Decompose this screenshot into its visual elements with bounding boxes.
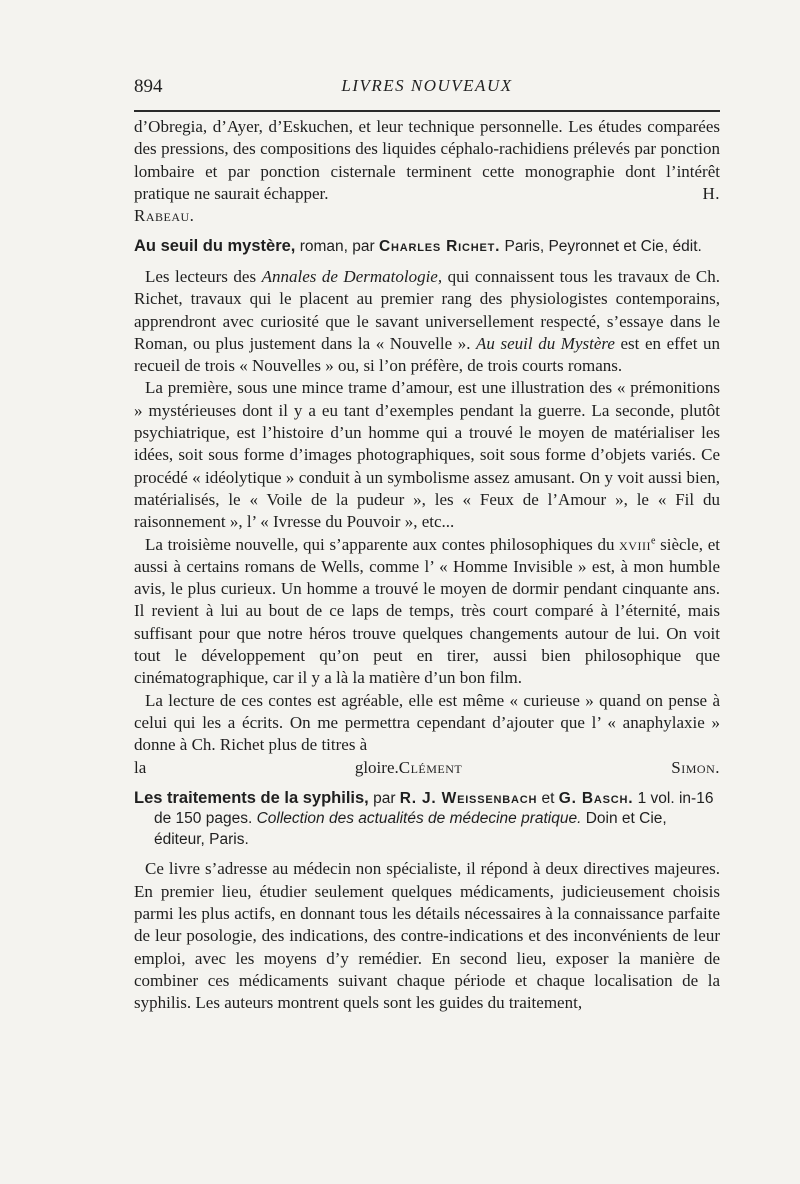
book-title-inline: Au seuil du Mystère (476, 333, 615, 353)
reviewer-signature: H. Rabeau. (134, 183, 720, 226)
page-body (134, 116, 720, 1014)
review-paragraph (134, 116, 720, 227)
text-run: Les lecteurs des (145, 266, 257, 286)
review-paragraph (134, 266, 720, 377)
book-details: 1 vol. in-16 de 150 pages. (154, 789, 714, 828)
review-paragraph (134, 534, 720, 690)
running-title: LIVRES NOUVEAUX (341, 76, 513, 95)
text-run: La lecture de ces contes est agréable, elle est même « curieuse » quand on pense à celui qui les a écrits. On me permettra cependant d’ajouter que l’ « anaphylaxie » donne à Ch. Richet plus de titres à (134, 690, 720, 755)
review-text: d’Obregia, d’Ayer, d’Eskuchen, et leur technique personnelle. Les études comparées des pressions, des compositions des liquides céphalo-rachidiens prélevés par ponction lombaire et par ponction cisternale terminent cette monographie dont l’intérêt pratique ne saurait échapper. (134, 117, 720, 203)
text-run: la gloire. (134, 757, 399, 777)
review-paragraph: La première, sous une mince trame d’amour, est une illustration des « prémonitions » mystérieuses dont il y a eu tant d’exemples pendant la guerre. La seconde, plutôt psychiatrique, est l’histoire d’un homme qui a trouvé le moyen de matérialiser les idées, soit sous forme d’images photographiques, soit sous forme d’objets variés. Ce procédé « idéolytique » conduit à un symbolisme assez amusant. On y voit aussi bien, matérialisés, le « Voile de la pudeur », les « Feux de l’Amour », le « Fil du raisonnement », l’ « Ivresse du Pouvoir », etc... (134, 378, 720, 532)
book-publisher: Doin et Cie, éditeur, Paris. (154, 810, 667, 848)
text-run: est en effet un recueil de trois « Nouvelles » ou, si l’on préfère, de trois courts romans. (134, 333, 721, 376)
review-paragraph: Ce livre s’adresse au médecin non spécialiste, il répond à deux directives majeures. En premier lieu, étudier seulement quelques médicaments, judicieusement choisis parmi les plus actifs, en donnant tous les détails nécessaires à la connaissance parfaite de leur posologie, des indications, des contre-indications et des inconvénients de leur emploi, avec les moyens d’y remédier. En second lieu, exposer la manière de combiner ces médicaments suivant chaque période et chaque localisation de la syphilis. Les auteurs montrent quels sont les guides du traitement, (134, 859, 720, 1013)
text-run: La troisième nouvelle, qui s’apparente aux contes philosophiques du (145, 534, 615, 554)
book-collection: Collection des actualités de médecine pratique. (256, 810, 582, 828)
review-paragraph (134, 690, 720, 757)
header-rule (134, 110, 720, 112)
page-header (134, 76, 720, 106)
journal-title: Annales de Dermatologie, (261, 266, 443, 286)
century-numeral: xviii (619, 534, 651, 554)
book-genre: roman, (299, 238, 348, 256)
book-entry-heading (134, 236, 720, 258)
book-author: G. Basch. (558, 789, 634, 807)
book-title: Les traitements de la syphilis, (134, 788, 369, 807)
page-number: 894 (134, 76, 163, 97)
and-word: et (541, 789, 555, 807)
text-run: qui connaissent tous les travaux de Ch. Richet, travaux qui le placent au premier rang des physiologistes contemporains, apprendront avec curiosité que le savant universellement respecté, s’essaye dans le Roman, ou plus justement dans la « Nouvelle ». (134, 266, 721, 353)
book-author: R. J. Weissenbach (399, 789, 538, 807)
century-superscript: e (650, 534, 656, 546)
by-word: par (352, 238, 375, 256)
signature-line (134, 757, 720, 779)
by-word: par (373, 789, 396, 807)
book-entry-heading (134, 788, 720, 851)
reviewer-signature: Clément Simon. (398, 757, 720, 777)
text-run: siècle, et aussi à certains romans de Wells, comme l’ « Homme Invisible » est, à mon humble avis, le plus curieux. Un homme a trouvé le moyen de dormir pendant cinquante ans. Il revient à lui au bout de ce laps de temps, très court comparé à l’éternité, mais suffisant pour que notre héros trouve quelques changements autour de lui. On voit tout le développement qu’on peut en tirer, aussi bien philosophique que cinématographique, car il y a là la matière d’un bon film. (134, 534, 721, 688)
book-title: Au seuil du mystère, (134, 237, 296, 256)
book-publisher: Paris, Peyronnet et Cie, édit. (504, 238, 702, 256)
book-author: Charles Richet. (378, 238, 501, 256)
